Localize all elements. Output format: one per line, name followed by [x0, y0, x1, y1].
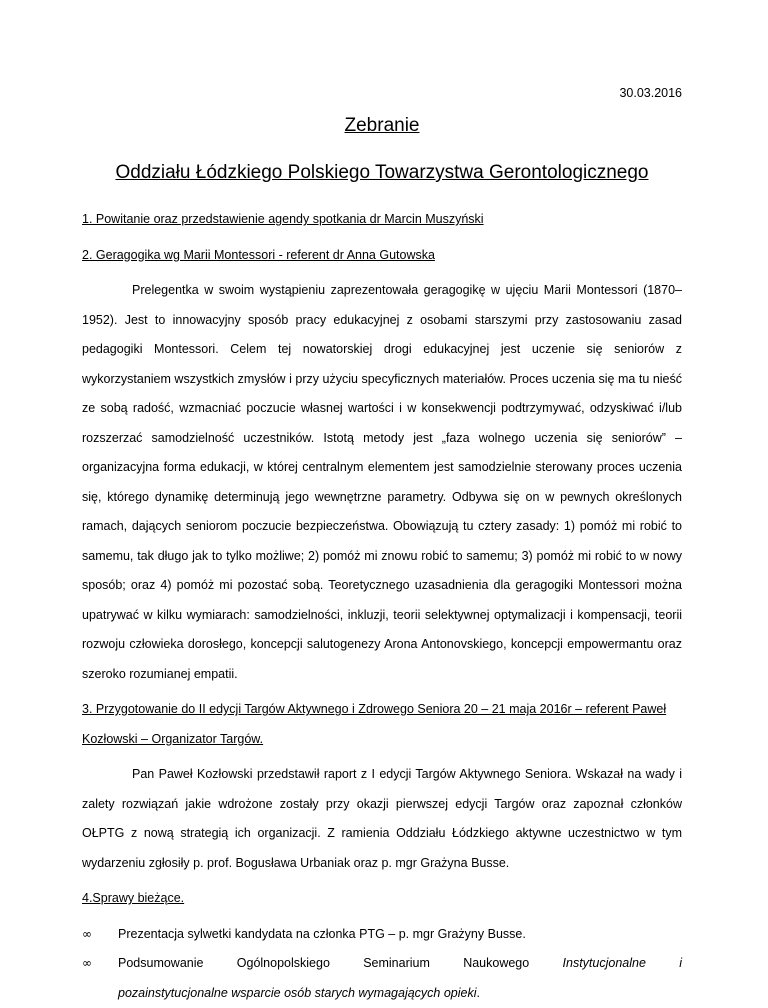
bullet-icon: ∞	[82, 949, 92, 979]
list-item-text: Prezentacja sylwetki kandydata na członka PTG – p. mgr Grażyny Busse.	[118, 927, 526, 941]
list-item	[82, 949, 682, 1008]
section-heading-2: 2. Geragogika wg Marii Montessori - referent dr Anna Gutowska	[82, 241, 682, 271]
bullet-icon: ∞	[82, 920, 92, 950]
section-heading-4: 4.Sprawy bieżące.	[82, 884, 682, 914]
document-title: Zebranie	[82, 115, 682, 137]
document-date: 30.03.2016	[619, 86, 682, 100]
document-subtitle: Oddziału Łódzkiego Polskiego Towarzystwa Gerontologicznego	[82, 162, 682, 184]
list-item-italic-text-continued: pozainstytucjonalne wsparcie osób starych wymagających opieki	[118, 986, 477, 1000]
bullet-list	[82, 920, 682, 1008]
section-heading-1: 1. Powitanie oraz przedstawienie agendy spotkania dr Marcin Muszyński	[82, 205, 682, 235]
list-item-italic-text: Instytucjonalne i	[563, 956, 682, 970]
list-item-text-end: .	[477, 986, 480, 1000]
document-body	[82, 205, 682, 1008]
list-item-text: Podsumowanie Ogólnopolskiego Seminarium Naukowego	[118, 956, 529, 970]
section-paragraph-2: Prelegentka w swoim wystąpieniu zaprezentowała geragogikę w ujęciu Marii Montessori (1870–1952). Jest to innowacyjny sposób pracy edukacyjnej z osobami starszymi przy zastosowaniu zasad pedagogiki Montessori. Celem tej nowatorskiej drogi edukacyjnej jest uczenie się seniorów z wykorzystaniem wszystkich zmysłów i przy użyciu specyficznych materiałów. Proces uczenia się ma tu nieść ze sobą radość, wzmacniać poczucie własnej wartości i w konsekwencji podtrzymywać, odzyskiwać i/lub rozszerzać samodzielność uczestników. Istotą metody jest „faza wolnego uczenia się seniorów” – organizacyjna forma edukacji, w której centralnym elementem jest samodzielnie sterowany proces uczenia się, którego dynamikę determinują jego wewnętrzne parametry. Odbywa się on w pewnych określonych ramach, dających seniorom poczucie bezpieczeństwa. Obowiązują tu cztery zasady: 1) pomóż mi robić to samemu, tak długo jak to tylko możliwe; 2) pomóż mi znowu robić to samemu; 3) pomóż mi robić to w nowy sposób; oraz 4) pomóż mi pozostać sobą. Teoretycznego uzasadnienia dla geragogiki Montessori można upatrywać w kilku wymiarach: samodzielności, inkluzji, teorii selektywnej optymalizacji i kompensacji, teorii rozwoju człowieka dorosłego, koncepcji salutogenezy Arona Antonovskiego, koncepcji empowermantu oraz szeroko rozumianej empatii.	[82, 276, 682, 689]
section-heading-3: 3. Przygotowanie do II edycji Targów Aktywnego i Zdrowego Seniora 20 – 21 maja 2016r – referent Paweł Kozłowski – Organizator Targów.	[82, 695, 682, 754]
section-paragraph-3: Pan Paweł Kozłowski przedstawił raport z I edycji Targów Aktywnego Seniora. Wskazał na wady i zalety rozwiązań jakie wdrożone zostały przy okazji pierwszej edycji Targów oraz zapoznał członków OŁPTG z nową strategią ich organizacji. Z ramienia Oddziału Łódzkiego aktywne uczestnictwo w tym wydarzeniu zgłosiły p. prof. Bogusława Urbaniak oraz p. mgr Grażyna Busse.	[82, 760, 682, 878]
list-item	[82, 920, 682, 950]
